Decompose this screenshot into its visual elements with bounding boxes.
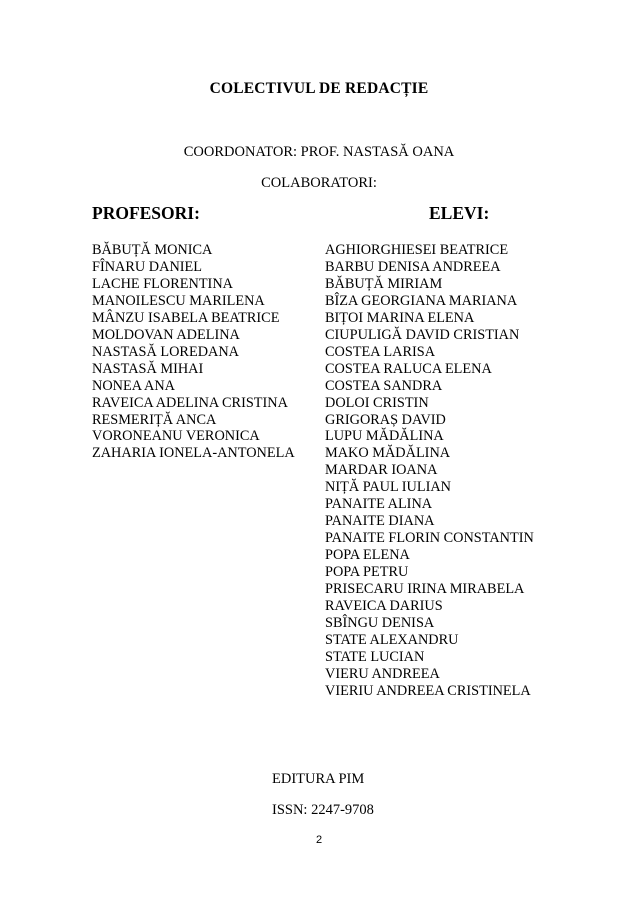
student-name: BARBU DENISA ANDREEA	[325, 258, 501, 275]
teacher-name: NASTASĂ MIHAI	[92, 360, 204, 377]
teacher-name: MOLDOVAN ADELINA	[92, 326, 240, 343]
student-name: MAKO MĂDĂLINA	[325, 445, 451, 462]
student-name: GRIGORAȘ DAVID	[325, 411, 446, 428]
student-name: RAVEICA DARIUS	[325, 598, 443, 615]
student-name: COSTEA LARISA	[325, 343, 436, 360]
page-title: COLECTIVUL DE REDACȚIE	[209, 80, 429, 97]
collaborators-label: COLABORATORI:	[261, 175, 377, 191]
student-name: PANAITE FLORIN CONSTANTIN	[325, 530, 534, 547]
teacher-name: NONEA ANA	[92, 377, 176, 394]
publisher: EDITURA PIM	[272, 771, 365, 787]
students-list	[325, 242, 534, 700]
student-name: COSTEA RALUCA ELENA	[325, 360, 492, 377]
student-name: COSTEA SANDRA	[325, 377, 443, 394]
student-name: DOLOI CRISTIN	[325, 394, 429, 411]
teacher-name: ZAHARIA IONELA-ANTONELA	[92, 445, 295, 462]
student-name: POPA ELENA	[325, 547, 410, 564]
student-name: STATE LUCIAN	[325, 648, 425, 665]
teacher-name: RAVEICA ADELINA CRISTINA	[92, 394, 288, 411]
students-heading: ELEVI:	[429, 203, 490, 223]
issn: ISSN: 2247-9708	[272, 802, 374, 818]
teachers-list	[92, 242, 295, 462]
student-name: BIȚOI MARINA ELENA	[325, 309, 475, 326]
teacher-name: VORONEANU VERONICA	[92, 428, 260, 445]
student-name: POPA PETRU	[325, 564, 409, 581]
page-number: 2	[315, 834, 323, 846]
student-name: MARDAR IOANA	[325, 462, 438, 479]
teacher-name: MÂNZU ISABELA BEATRICE	[92, 309, 280, 326]
teacher-name: BĂBUȚĂ MONICA	[92, 242, 213, 258]
teacher-name: RESMERIȚĂ ANCA	[92, 411, 217, 428]
student-name: STATE ALEXANDRU	[325, 631, 459, 648]
student-name: VIERU ANDREEA	[325, 665, 440, 682]
student-name: AGHIORGHIESEI BEATRICE	[325, 242, 509, 258]
student-name: LUPU MĂDĂLINA	[325, 428, 444, 445]
student-name: SBÎNGU DENISA	[325, 614, 435, 631]
student-name: PRISECARU IRINA MIRABELA	[325, 581, 525, 598]
teachers-heading: PROFESORI:	[92, 203, 200, 223]
coordinator-line: COORDONATOR: PROF. NASTASĂ OANA	[183, 144, 455, 160]
student-name: NIȚĂ PAUL IULIAN	[325, 479, 452, 496]
student-name: CIUPULIGĂ DAVID CRISTIAN	[325, 326, 520, 343]
teacher-name: MANOILESCU MARILENA	[92, 292, 265, 309]
teacher-name: NASTASĂ LOREDANA	[92, 343, 239, 360]
student-name: PANAITE DIANA	[325, 513, 435, 530]
student-name: PANAITE ALINA	[325, 496, 433, 513]
student-name: VIERIU ANDREEA CRISTINELA	[325, 682, 531, 699]
teacher-name: LACHE FLORENTINA	[92, 275, 233, 292]
teacher-name: FÎNARU DANIEL	[92, 258, 202, 275]
student-name: BÎZA GEORGIANA MARIANA	[325, 292, 518, 309]
student-name: BĂBUȚĂ MIRIAM	[325, 275, 443, 292]
